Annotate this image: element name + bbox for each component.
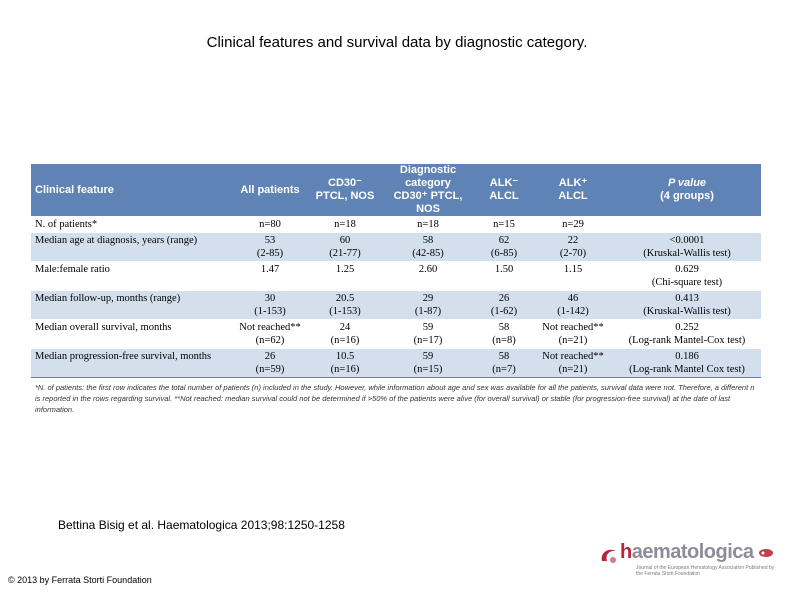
copyright: © 2013 by Ferrata Storti Foundation <box>8 575 152 585</box>
cell-cd30neg <box>309 349 381 378</box>
cell-all <box>231 262 309 291</box>
cell-all <box>231 320 309 349</box>
haematologica-logo <box>598 541 778 581</box>
logo-swirl-icon <box>598 545 620 567</box>
cell-cd30neg <box>309 291 381 320</box>
cell-cd30pos <box>381 217 475 233</box>
cell-line: n=15 <box>493 219 515 230</box>
cell-cd30neg <box>309 320 381 349</box>
cell-line: 26 <box>264 351 276 362</box>
header-all-patients: All patients <box>240 183 300 196</box>
table-row <box>31 217 761 233</box>
cell-p <box>613 349 761 378</box>
cell-line: (n=15) <box>413 364 443 375</box>
table-header-row <box>31 164 761 217</box>
cell-all <box>231 349 309 378</box>
cell-line: 1.25 <box>335 264 355 275</box>
cell-line: 1.50 <box>494 264 514 275</box>
logo-wordmark: haematologica <box>620 541 754 563</box>
cell-alkpos <box>533 233 613 262</box>
cell-feature: Male:female ratio <box>31 262 231 291</box>
cell-line: 29 <box>422 293 434 304</box>
cell-alkneg <box>475 349 533 378</box>
cell-line: 30 <box>264 293 276 304</box>
cell-line: 59 <box>422 322 434 333</box>
cell-cd30neg <box>309 233 381 262</box>
header-alkpos: ALK⁺ ALCL <box>558 177 588 202</box>
cell-line: (1-62) <box>490 306 518 317</box>
logo-subtitle: Journal of the European Hematology Association Published by the Ferrata Storti Foundation <box>636 565 775 577</box>
cell-line: 53 <box>264 235 276 246</box>
cell-p <box>613 233 761 262</box>
cell-line: Not reached** <box>542 351 604 362</box>
cell-cd30pos <box>381 233 475 262</box>
table-body <box>31 217 761 378</box>
cell-all <box>231 291 309 320</box>
cell-line: (Kruskal-Wallis test) <box>643 306 731 317</box>
cell-line: (Kruskal-Wallis test) <box>643 248 731 259</box>
header-diagnostic-category: Diagnostic category <box>399 164 457 189</box>
table-row <box>31 262 761 291</box>
cell-line: (Log-rank Mantel Cox test) <box>629 364 745 375</box>
cell-line: 26 <box>498 293 510 304</box>
cell-line: n=18 <box>417 219 439 230</box>
cell-line: 0.186 <box>675 351 699 362</box>
logo-crest-icon <box>758 547 774 559</box>
cell-line: 62 <box>498 235 510 246</box>
cell-feature: Median overall survival, months <box>31 320 231 349</box>
cell-cd30pos <box>381 349 475 378</box>
cell-line: 24 <box>339 322 351 333</box>
cell-feature: N. of patients* <box>31 217 231 233</box>
table-row <box>31 233 761 262</box>
cell-alkneg <box>475 291 533 320</box>
cell-line: 2.60 <box>418 264 438 275</box>
cell-line: 0.413 <box>675 293 699 304</box>
cell-line: (n=21) <box>558 364 588 375</box>
cell-line: Not reached** <box>542 322 604 333</box>
clinical-features-table <box>31 164 761 378</box>
cell-line: (n=17) <box>413 335 443 346</box>
cell-line: n=29 <box>562 219 584 230</box>
cell-line: Not reached** <box>239 322 301 333</box>
table-row <box>31 320 761 349</box>
cell-line: 60 <box>339 235 351 246</box>
cell-line: (Chi-square test) <box>651 277 723 288</box>
header-clinical-feature: Clinical feature <box>35 183 114 196</box>
cell-line: 58 <box>498 351 510 362</box>
cell-line: 22 <box>567 235 579 246</box>
cell-line: (2-85) <box>256 248 284 259</box>
cell-feature: Median age at diagnosis, years (range) <box>31 233 231 262</box>
cell-line: (1-153) <box>254 306 286 317</box>
cell-line: (n=8) <box>492 335 516 346</box>
cell-p <box>613 262 761 291</box>
table-container <box>31 164 761 415</box>
table-row <box>31 291 761 320</box>
header-pvalue: P value (4 groups) <box>660 177 714 202</box>
cell-feature: Median follow-up, months (range) <box>31 291 231 320</box>
table-footnote: *N. of patients: the first row indicates the total number of patients (n) included in the study. However, while information about age and sex was available for all the patients, survival data were not. Therefore, a different n is reported in the rows regarding survival. **Not reached: median survival could not be determined if >50% of the patients were alive (for overall survival) or stable (for progression-free survival) at the date of last information. <box>35 383 755 414</box>
cell-line: (n=16) <box>330 335 360 346</box>
cell-line: (n=16) <box>330 364 360 375</box>
cell-line: 58 <box>498 322 510 333</box>
cell-alkneg <box>475 217 533 233</box>
cell-line: <0.0001 <box>669 235 705 246</box>
cell-line: (42-85) <box>412 248 444 259</box>
cell-line: n=80 <box>259 219 281 230</box>
cell-alkneg <box>475 262 533 291</box>
cell-alkneg <box>475 233 533 262</box>
header-cd30neg: CD30⁻ PTCL, NOS <box>315 177 375 202</box>
cell-cd30pos <box>381 262 475 291</box>
cell-alkneg <box>475 320 533 349</box>
figure-title: Clinical features and survival data by diagnostic category. <box>206 34 588 51</box>
cell-line: (1-153) <box>329 306 361 317</box>
cell-line: 0.252 <box>675 322 699 333</box>
cell-all <box>231 217 309 233</box>
cell-line: 10.5 <box>335 351 355 362</box>
citation: Bettina Bisig et al. Haematologica 2013;98:1250-1258 <box>58 518 345 532</box>
cell-alkpos <box>533 291 613 320</box>
cell-line: (n=7) <box>492 364 516 375</box>
cell-line: (21-77) <box>329 248 361 259</box>
cell-line: (Log-rank Mantel-Cox test) <box>628 335 746 346</box>
cell-line: (6-85) <box>490 248 518 259</box>
cell-line: (n=59) <box>255 364 285 375</box>
cell-feature: Median progression-free survival, months <box>31 349 231 378</box>
cell-line: 59 <box>422 351 434 362</box>
cell-line: 1.47 <box>260 264 280 275</box>
header-cd30pos: Diagnostic category CD30⁺ PTCL, NOS <box>381 164 475 217</box>
cell-line: (2-70) <box>559 248 587 259</box>
cell-line: (n=21) <box>558 335 588 346</box>
cell-p <box>613 320 761 349</box>
cell-all <box>231 233 309 262</box>
cell-line: n=18 <box>334 219 356 230</box>
cell-line: 20.5 <box>335 293 355 304</box>
cell-line: 58 <box>422 235 434 246</box>
cell-line: (1-142) <box>557 306 589 317</box>
cell-alkpos <box>533 217 613 233</box>
cell-line: 46 <box>567 293 579 304</box>
cell-line: (n=62) <box>255 335 285 346</box>
cell-p <box>613 291 761 320</box>
cell-alkpos <box>533 320 613 349</box>
cell-cd30neg <box>309 217 381 233</box>
cell-cd30pos <box>381 291 475 320</box>
cell-line: (1-87) <box>414 306 442 317</box>
cell-line: 1.15 <box>563 264 583 275</box>
cell-p <box>613 217 761 233</box>
cell-cd30neg <box>309 262 381 291</box>
header-alkneg: ALK⁻ ALCL <box>489 177 519 202</box>
cell-cd30pos <box>381 320 475 349</box>
cell-alkpos <box>533 262 613 291</box>
cell-alkpos <box>533 349 613 378</box>
table-row <box>31 349 761 378</box>
cell-line: 0.629 <box>675 264 699 275</box>
